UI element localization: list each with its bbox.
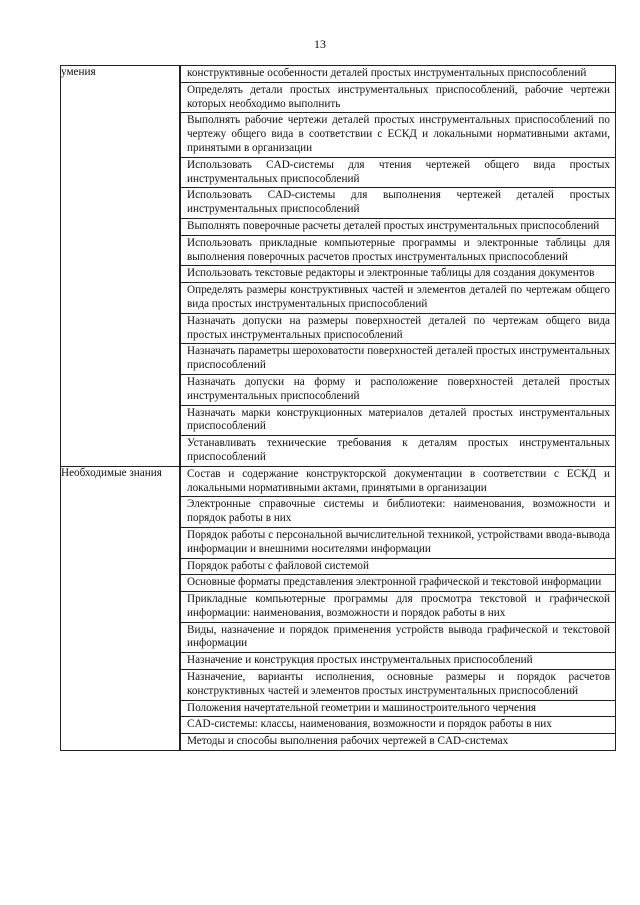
list-item: Устанавливать технические требования к деталям простых инструментальных приспособлений [180,436,615,466]
list-item: Назначать допуски на форму и расположение поверхностей деталей простых инструментальных приспособлений [180,375,615,406]
list-item: Назначать допуски на размеры поверхностей деталей по чертежам общего вида простых инструментальных приспособлений [180,314,615,345]
list-item: CAD-системы: классы, наименования, возможности и порядок работы в них [180,717,615,734]
list-item: Определять детали простых инструментальных приспособлений, рабочие чертежи которых необходимо выполнить [180,83,615,114]
list-item: Выполнять рабочие чертежи деталей простых инструментальных приспособлений по чертежу общего вида в соответствии с ЕСКД и локальными нормативными актами, принятыми в организации [180,113,615,157]
page-number: 13 [314,37,326,51]
list-item: Состав и содержание конструкторской документации в соответствии с ЕСКД и локальными нормативными актами, принятыми в организации [180,467,615,498]
list-item: Порядок работы с персональной вычислительной техникой, устройствами ввода-вывода информации и внешними носителями информации [180,528,615,559]
list-item: Определять размеры конструктивных частей и элементов деталей по чертежам общего вида простых инструментальных приспособлений [180,283,615,314]
list-item: Методы и способы выполнения рабочих чертежей в CAD-системах [180,734,615,750]
list-item: Использовать прикладные компьютерные программы и электронные таблицы для выполнения поверочных расчетов простых инструментальных приспособлений [180,236,615,267]
list-item: Назначать параметры шероховатости поверхностей деталей простых инструментальных приспособлений [180,344,615,375]
category-cell: умения [61,66,180,467]
list-item: конструктивные особенности деталей простых инструментальных приспособлений [180,66,615,83]
list-item: Назначение и конструкция простых инструментальных приспособлений [180,653,615,670]
list-item: Основные форматы представления электронной графической и текстовой информации [180,575,615,592]
list-item: Порядок работы с файловой системой [180,559,615,576]
requirements-table-body [61,66,616,751]
list-item: Положения начертательной геометрии и машиностроительного черчения [180,701,615,718]
items-cell [180,466,616,750]
list-item: Электронные справочные системы и библиотеки: наименования, возможности и порядок работы в них [180,497,615,528]
list-item: Использовать CAD-системы для выполнения чертежей деталей простых инструментальных приспособлений [180,188,615,219]
table-row [61,66,616,467]
list-item: Использовать CAD-системы для чтения чертежей общего вида простых инструментальных приспособлений [180,158,615,189]
list-item: Выполнять поверочные расчеты деталей простых инструментальных приспособлений [180,219,615,236]
table-row [61,466,616,750]
list-item: Назначать марки конструкционных материалов деталей простых инструментальных приспособлений [180,406,615,437]
list-item: Использовать текстовые редакторы и электронные таблицы для создания документов [180,266,615,283]
list-item: Прикладные компьютерные программы для просмотра текстовой и графической информации: наименования, возможности и порядок работы в них [180,592,615,623]
list-item: Назначение, варианты исполнения, основные размеры и порядок расчетов конструктивных частей и элементов простых инструментальных приспособлений [180,670,615,701]
requirements-table [60,65,616,751]
category-cell: Необходимые знания [61,466,180,750]
list-item: Виды, назначение и порядок применения устройств вывода графической и текстовой информации [180,623,615,654]
items-cell [180,66,616,467]
